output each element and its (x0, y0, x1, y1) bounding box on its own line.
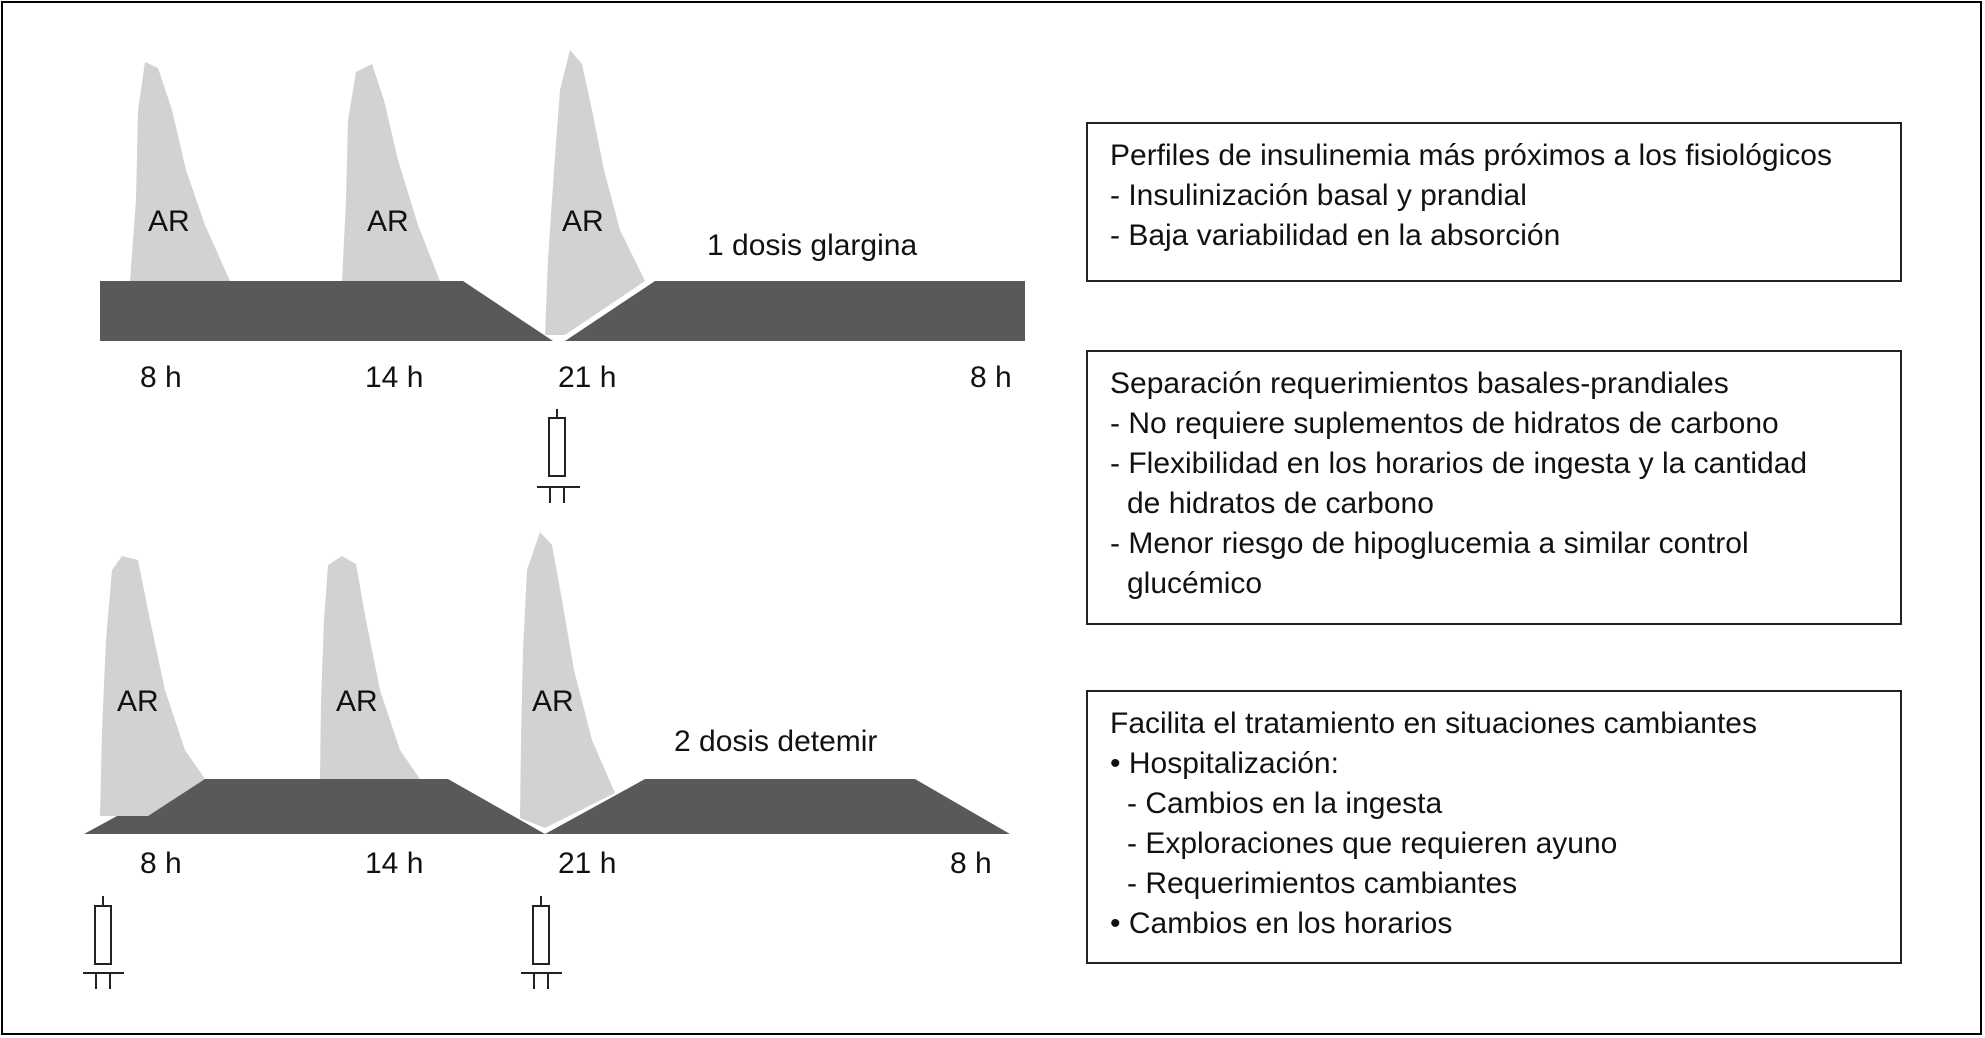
prandial-peak-1 (130, 62, 230, 281)
box-subitem: - Cambios en la ingesta (1127, 787, 1443, 820)
peak-label-ar: AR (336, 685, 378, 718)
benefits-box-changing-situations (1086, 690, 1902, 964)
time-label-8h: 8 h (950, 847, 992, 880)
peak-label-ar: AR (148, 205, 190, 238)
box-heading: Separación requerimientos basales-prandiales (1110, 367, 1729, 400)
syringe-icon (521, 896, 562, 989)
time-label-21h: 21 h (558, 361, 617, 394)
top-profile (100, 50, 1025, 503)
prandial-peak-2 (342, 64, 440, 281)
box-item: - Insulinización basal y prandial (1110, 179, 1527, 212)
box-item-continuation: glucémico (1127, 567, 1263, 600)
basal-label: 2 dosis detemir (674, 725, 878, 758)
syringe-icon (537, 409, 580, 503)
prandial-peak-3 (520, 532, 615, 828)
time-label-8h: 8 h (970, 361, 1012, 394)
box-item-continuation: de hidratos de carbono (1127, 487, 1434, 520)
box-item: - Menor riesgo de hipoglucemia a similar control (1110, 527, 1749, 560)
box-item: - No requiere suplementos de hidratos de carbono (1110, 407, 1779, 440)
box-heading: Perfiles de insulinemia más próximos a los fisiológicos (1110, 139, 1832, 172)
prandial-peak-2 (320, 556, 420, 779)
prandial-peak-3 (545, 50, 645, 335)
box-bullet: • Hospitalización: (1110, 747, 1339, 780)
benefits-box-basal-prandial-separation (1086, 350, 1902, 625)
box-subitem: - Requerimientos cambiantes (1127, 867, 1518, 900)
time-label-8h: 8 h (140, 361, 182, 394)
benefits-box-physiological-profiles (1086, 122, 1902, 282)
peak-label-ar: AR (532, 685, 574, 718)
peak-label-ar: AR (562, 205, 604, 238)
box-heading: Facilita el tratamiento en situaciones cambiantes (1110, 707, 1757, 740)
time-label-21h: 21 h (558, 847, 617, 880)
box-item: - Flexibilidad en los horarios de ingesta y la cantidad (1110, 447, 1808, 480)
box-bullet: • Cambios en los horarios (1110, 907, 1453, 940)
peak-label-ar: AR (367, 205, 409, 238)
syringe-icon (83, 896, 124, 989)
time-label-14h: 14 h (365, 361, 424, 394)
time-label-14h: 14 h (365, 847, 424, 880)
box-item: - Baja variabilidad en la absorción (1110, 219, 1561, 252)
time-label-8h: 8 h (140, 847, 182, 880)
peak-label-ar: AR (117, 685, 159, 718)
bottom-profile (83, 532, 1010, 989)
box-subitem: - Exploraciones que requieren ayuno (1127, 827, 1618, 860)
basal-label: 1 dosis glargina (707, 229, 918, 262)
